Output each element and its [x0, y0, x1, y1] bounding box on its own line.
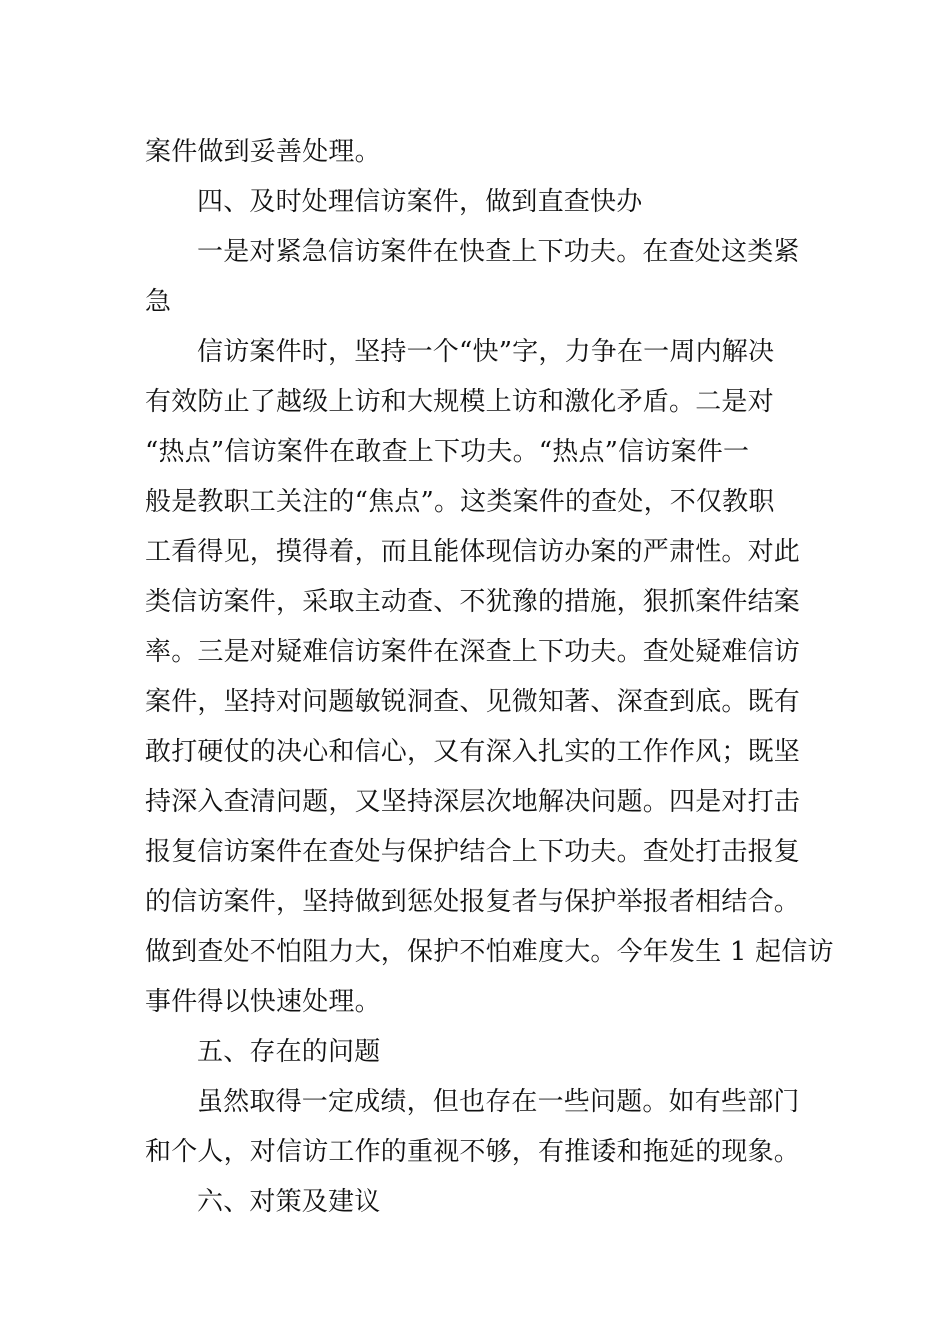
text-line: 类信访案件，采取主动查、不犹豫的措施，狠抓案件结案: [145, 587, 801, 617]
section-heading: 五、存在的问题: [197, 1037, 381, 1067]
text-line: 率。三是对疑难信访案件在深查上下功夫。查处疑难信访: [145, 637, 801, 667]
text-line: 般是教职工关注的“焦点”。这类案件的查处，不仅教职: [145, 487, 775, 517]
text-line: 事件得以快速处理。: [145, 987, 381, 1017]
text-line: 有效防止了越级上访和大规模上访和激化矛盾。二是对: [145, 387, 774, 417]
text-line: “热点”信访案件在敢查上下功夫。“热点”信访案件一: [145, 437, 750, 467]
text-line: 持深入查清问题，又坚持深层次地解决问题。四是对打击: [145, 787, 801, 817]
text-line: 做到查处不怕阻力大，保护不怕难度大。今年发生 1 起信访: [145, 937, 834, 967]
text-line: 的信访案件，坚持做到惩处报复者与保护举报者相结合。: [145, 887, 801, 917]
text-line: 虽然取得一定成绩，但也存在一些问题。如有些部门: [197, 1087, 800, 1117]
text-line: 急: [145, 287, 172, 317]
section-heading: 六、对策及建议: [197, 1187, 381, 1217]
text-line: 报复信访案件在查处与保护结合上下功夫。查处打击报复: [145, 837, 801, 867]
text-line: 案件，坚持对问题敏锐洞查、见微知著、深查到底。既有: [145, 687, 801, 717]
text-line: 和个人，对信访工作的重视不够，有推诿和拖延的现象。: [145, 1137, 801, 1167]
text-line: 信访案件时，坚持一个“快”字，力争在一周内解决: [197, 337, 775, 367]
text-line: 案件做到妥善处理。: [145, 137, 381, 167]
text-line: 敢打硬仗的决心和信心，又有深入扎实的工作作风；既坚: [145, 737, 801, 767]
section-heading: 四、及时处理信访案件，做到直查快办: [197, 187, 643, 217]
text-line: 工看得见，摸得着，而且能体现信访办案的严肃性。对此: [145, 537, 801, 567]
text-line: 一是对紧急信访案件在快查上下功夫。在查处这类紧: [197, 237, 800, 267]
